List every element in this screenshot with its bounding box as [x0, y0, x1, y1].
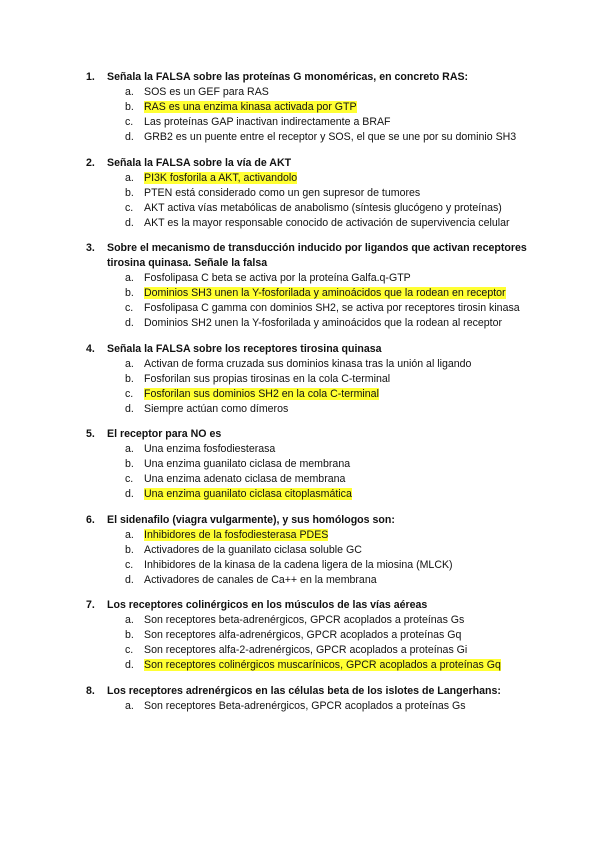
question-1-option-4 [0, 130, 600, 145]
question-3-option-1 [0, 271, 600, 286]
question-text: El sidenafilo (viagra vulgarmente), y sus homólogos son: [107, 513, 395, 526]
option-text: Fosfolipasa C gamma con dominios SH2, se activa por receptores tirosin kinasa [144, 302, 520, 314]
option-text: Son receptores beta-adrenérgicos, GPCR acoplados a proteínas Gs [144, 614, 465, 626]
option-letter: b. [125, 458, 134, 470]
question-2 [0, 156, 600, 231]
option-letter: b. [125, 186, 134, 199]
option-letter: d. [125, 402, 134, 415]
option-text: Fosforilan sus propias tirosinas en la cola C-terminal [144, 372, 391, 385]
highlighted-answer-text: Fosforilan sus dominios SH2 en la cola C-terminal [144, 387, 379, 400]
question-5-option-3 [0, 472, 600, 487]
highlighted-answer-text: Son receptores colinérgicos muscarínicos, GPCR acoplados a proteínas Gq [144, 659, 501, 671]
question-7-option-1 [0, 613, 600, 628]
question-text: Señala la FALSA sobre la vía de AKT [107, 156, 292, 169]
option-letter: b. [125, 101, 134, 113]
option-list [0, 613, 600, 673]
question-2-option-3 [0, 201, 600, 216]
question-4-option-1 [0, 357, 600, 372]
question-number: 2. [86, 156, 95, 169]
question-2-option-1 [0, 171, 600, 186]
question-2-option-2 [0, 186, 600, 201]
question-number: 4. [86, 342, 95, 355]
question-number: 8. [86, 684, 95, 697]
option-letter: d. [125, 317, 134, 329]
question-text: Señala la FALSA sobre los receptores tirosina quinasa [107, 342, 382, 355]
option-letter: d. [125, 131, 134, 143]
question-4-option-2 [0, 372, 600, 387]
option-letter: a. [125, 443, 134, 455]
option-letter: a. [125, 614, 134, 626]
question-heading [0, 70, 600, 85]
question-text: Los receptores adrenérgicos en las células beta de los islotes de Langerhans: [107, 684, 501, 697]
option-letter: a. [125, 357, 134, 370]
question-text: El receptor para NO es [107, 428, 222, 440]
option-text: Siempre actúan como dímeros [144, 402, 289, 415]
question-3-option-4 [0, 316, 600, 331]
question-1 [0, 70, 600, 145]
question-heading [0, 427, 600, 442]
question-list [0, 70, 600, 724]
option-letter: b. [125, 629, 134, 641]
option-list [0, 699, 600, 714]
question-heading [0, 241, 600, 271]
question-2-option-4 [0, 216, 600, 231]
option-list [0, 171, 600, 231]
option-letter: a. [125, 272, 134, 284]
option-letter: b. [125, 543, 134, 556]
option-list [0, 85, 600, 145]
highlighted-answer-text: Una enzima guanilato ciclasa citoplasmática [144, 488, 352, 500]
option-text: PTEN está considerado como un gen supresor de tumores [144, 186, 421, 199]
question-5-option-4 [0, 487, 600, 502]
question-heading [0, 598, 600, 613]
option-text: Activan de forma cruzada sus dominios kinasa tras la unión al ligando [144, 357, 472, 370]
question-number: 3. [86, 242, 95, 254]
option-letter: d. [125, 216, 134, 229]
question-4 [0, 342, 600, 417]
question-1-option-1 [0, 85, 600, 100]
option-text: SOS es un GEF para RAS [144, 86, 269, 98]
option-list [0, 528, 600, 588]
option-letter: c. [125, 387, 134, 400]
question-1-option-2 [0, 100, 600, 115]
highlighted-answer-text: PI3K fosforila a AKT, activandolo [144, 171, 298, 184]
option-letter: d. [125, 573, 134, 586]
option-letter: d. [125, 659, 134, 671]
option-list [0, 442, 600, 502]
question-heading [0, 156, 600, 171]
highlighted-answer-text: Dominios SH3 unen la Y-fosforilada y aminoácidos que la rodean en receptor [144, 287, 506, 299]
question-6-option-1 [0, 528, 600, 543]
question-7-option-2 [0, 628, 600, 643]
option-letter: b. [125, 287, 134, 299]
question-heading [0, 684, 600, 699]
question-8-option-1 [0, 699, 600, 714]
option-text: Son receptores alfa-adrenérgicos, GPCR acoplados a proteínas Gq [144, 629, 462, 641]
highlighted-answer-text: Inhibidores de la fosfodiesterasa PDES [144, 528, 329, 541]
question-heading [0, 513, 600, 528]
option-text: Una enzima adenato ciclasa de membrana [144, 473, 346, 485]
option-text: Dominios SH2 unen la Y-fosforilada y aminoácidos que la rodean al receptor [144, 317, 503, 329]
option-list [0, 357, 600, 417]
option-text: Las proteínas GAP inactivan indirectamente a BRAF [144, 116, 391, 128]
option-letter: c. [125, 116, 134, 128]
question-5-option-2 [0, 457, 600, 472]
question-4-option-3 [0, 387, 600, 402]
question-text: Sobre el mecanismo de transducción inducido por ligandos que activan receptores tirosina quinasa. Señale la falsa [107, 242, 527, 269]
option-text: Una enzima fosfodiesterasa [144, 443, 276, 455]
option-letter: a. [125, 699, 134, 712]
question-7 [0, 598, 600, 673]
option-list [0, 271, 600, 331]
question-number: 6. [86, 513, 95, 526]
question-1-option-3 [0, 115, 600, 130]
option-letter: a. [125, 528, 134, 541]
option-text: Son receptores alfa-2-adrenérgicos, GPCR acoplados a proteínas Gi [144, 644, 468, 656]
option-letter: c. [125, 201, 134, 214]
option-text: AKT es la mayor responsable conocido de activación de supervivencia celular [144, 216, 510, 229]
option-letter: a. [125, 171, 134, 184]
question-text: Señala la FALSA sobre las proteínas G monoméricas, en concreto RAS: [107, 71, 469, 83]
option-letter: c. [125, 558, 134, 571]
question-7-option-4 [0, 658, 600, 673]
question-8 [0, 684, 600, 714]
option-text: Activadores de canales de Ca++ en la membrana [144, 573, 377, 586]
question-5 [0, 427, 600, 502]
option-letter: d. [125, 488, 134, 500]
option-text: Inhibidores de la kinasa de la cadena ligera de la miosina (MLCK) [144, 558, 453, 571]
option-text: AKT activa vías metabólicas de anabolismo (síntesis glucógeno y proteínas) [144, 201, 502, 214]
question-3-option-3 [0, 301, 600, 316]
option-text: GRB2 es un puente entre el receptor y SOS, el que se une por su dominio SH3 [144, 131, 517, 143]
option-letter: c. [125, 644, 134, 656]
question-number: 1. [86, 71, 95, 83]
highlighted-answer-text: RAS es una enzima kinasa activada por GTP [144, 101, 357, 113]
question-5-option-1 [0, 442, 600, 457]
option-text: Son receptores Beta-adrenérgicos, GPCR acoplados a proteínas Gs [144, 699, 466, 712]
question-6-option-4 [0, 573, 600, 588]
option-letter: c. [125, 302, 134, 314]
question-3-option-2 [0, 286, 600, 301]
question-number: 5. [86, 428, 95, 440]
question-number: 7. [86, 599, 95, 611]
question-heading [0, 342, 600, 357]
question-4-option-4 [0, 402, 600, 417]
question-3 [0, 241, 600, 331]
question-6-option-2 [0, 543, 600, 558]
option-text: Fosfolipasa C beta se activa por la proteína Galfa.q-GTP [144, 272, 411, 284]
question-7-option-3 [0, 643, 600, 658]
option-letter: c. [125, 473, 134, 485]
option-text: Una enzima guanilato ciclasa de membrana [144, 458, 351, 470]
question-6 [0, 513, 600, 588]
question-text: Los receptores colinérgicos en los músculos de las vías aéreas [107, 599, 428, 611]
option-letter: b. [125, 372, 134, 385]
question-6-option-3 [0, 558, 600, 573]
option-text: Activadores de la guanilato ciclasa soluble GC [144, 543, 362, 556]
option-letter: a. [125, 86, 134, 98]
